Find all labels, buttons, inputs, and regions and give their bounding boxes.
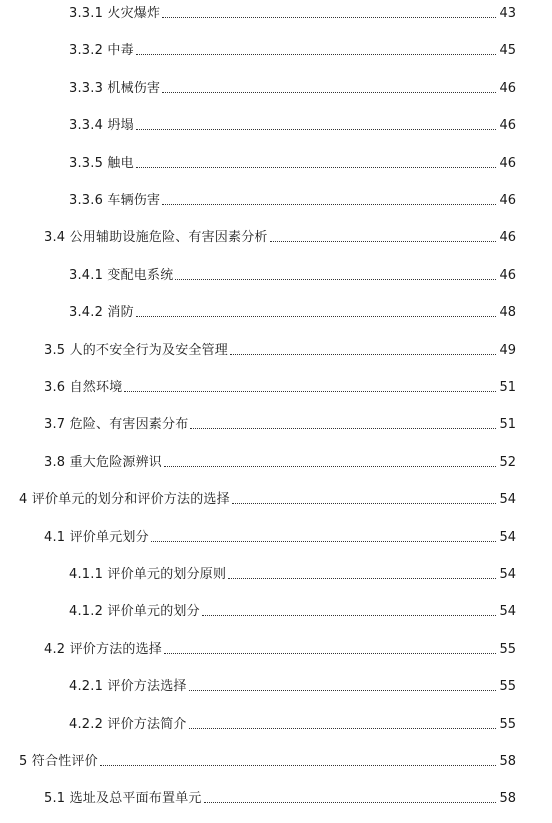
toc-entry-title: 4.1 评价单元划分 bbox=[44, 529, 149, 545]
toc-entry[interactable] bbox=[0, 526, 516, 546]
toc-page-number: 54 bbox=[499, 529, 516, 545]
toc-dot-leader bbox=[202, 615, 496, 616]
toc-dot-leader bbox=[270, 241, 496, 242]
toc-entry[interactable] bbox=[0, 600, 516, 620]
toc-page-number: 54 bbox=[499, 492, 516, 508]
toc-page-number: 54 bbox=[499, 567, 516, 582]
toc-entry[interactable] bbox=[0, 787, 516, 807]
toc-entry-title: 3.3.2 中毒 bbox=[69, 43, 134, 59]
toc-page-number: 52 bbox=[499, 454, 516, 470]
toc-entry-title: 3.3.6 车辆伤害 bbox=[69, 193, 161, 208]
toc-page-number: 54 bbox=[499, 604, 516, 620]
toc-entry[interactable] bbox=[0, 488, 516, 508]
toc-dot-leader bbox=[230, 354, 496, 355]
toc-dot-leader bbox=[232, 503, 496, 504]
toc-entry-title: 4.2.2 评价方法简介 bbox=[69, 716, 187, 732]
toc-dot-leader bbox=[164, 466, 496, 467]
toc-entry[interactable] bbox=[0, 638, 516, 658]
toc-page-number: 43 bbox=[499, 6, 516, 21]
toc-page-number: 55 bbox=[499, 716, 516, 732]
toc-dot-leader bbox=[136, 167, 496, 168]
toc-page-number: 58 bbox=[499, 754, 516, 769]
toc-page-number: 46 bbox=[499, 267, 516, 283]
toc-entry-title: 4.1.1 评价单元的划分原则 bbox=[69, 567, 227, 582]
toc-entry[interactable] bbox=[0, 189, 516, 209]
toc-entry[interactable] bbox=[0, 2, 516, 22]
toc-entry[interactable] bbox=[0, 339, 516, 359]
toc-page-number: 46 bbox=[499, 193, 516, 208]
toc-entry[interactable] bbox=[0, 713, 516, 733]
toc-entry-title: 3.3.1 火灾爆炸 bbox=[69, 6, 161, 21]
toc-entry-title: 3.4 公用辅助设施危险、有害因素分析 bbox=[44, 230, 268, 246]
toc-entry-title: 3.6 自然环境 bbox=[44, 380, 123, 395]
toc-entry-title: 3.3.3 机械伤害 bbox=[69, 80, 161, 96]
toc-dot-leader bbox=[124, 391, 496, 392]
toc-dot-leader bbox=[228, 578, 496, 579]
toc-entry-title: 3.3.5 触电 bbox=[69, 155, 134, 171]
toc-dot-leader bbox=[189, 728, 496, 729]
toc-dot-leader bbox=[100, 765, 496, 766]
toc-entry[interactable] bbox=[0, 563, 516, 583]
toc-entry[interactable] bbox=[0, 152, 516, 172]
toc-entry-title: 5.1 选址及总平面布置单元 bbox=[44, 791, 202, 807]
toc-entry[interactable] bbox=[0, 675, 516, 695]
toc-page-number: 55 bbox=[499, 679, 516, 695]
toc-dot-leader bbox=[136, 54, 496, 55]
toc-entry-title: 5 符合性评价 bbox=[19, 754, 98, 769]
toc-page-number: 46 bbox=[499, 155, 516, 171]
toc-page-number: 45 bbox=[499, 43, 516, 59]
toc-dot-leader bbox=[136, 316, 496, 317]
toc-entry-title: 3.5 人的不安全行为及安全管理 bbox=[44, 342, 229, 358]
toc-entry[interactable] bbox=[0, 39, 516, 59]
toc-page-number: 51 bbox=[499, 417, 516, 433]
toc-entry-title: 4 评价单元的划分和评价方法的选择 bbox=[19, 492, 230, 508]
toc-page-number: 51 bbox=[499, 380, 516, 395]
toc-dot-leader bbox=[190, 428, 496, 429]
toc-entry-title: 4.2.1 评价方法选择 bbox=[69, 679, 187, 695]
toc-entry[interactable] bbox=[0, 226, 516, 246]
toc-page-number: 48 bbox=[499, 305, 516, 321]
toc-page-number: 46 bbox=[499, 118, 516, 134]
toc-entry[interactable] bbox=[0, 77, 516, 97]
toc-dot-leader bbox=[151, 541, 496, 542]
toc-entry[interactable] bbox=[0, 264, 516, 284]
toc-entry[interactable] bbox=[0, 451, 516, 471]
toc-page-number: 46 bbox=[499, 230, 516, 246]
toc-dot-leader bbox=[189, 690, 496, 691]
toc-entry-title: 3.8 重大危险源辨识 bbox=[44, 454, 163, 470]
toc-dot-leader bbox=[164, 653, 496, 654]
toc-entry-title: 3.3.4 坍塌 bbox=[69, 118, 134, 134]
toc-dot-leader bbox=[162, 17, 496, 18]
toc-entry-title: 3.4.1 变配电系统 bbox=[69, 267, 174, 283]
toc-entry-title: 4.1.2 评价单元的划分 bbox=[69, 604, 200, 620]
toc-dot-leader bbox=[162, 204, 496, 205]
toc-entry-title: 3.7 危险、有害因素分布 bbox=[44, 417, 189, 433]
toc-entry[interactable] bbox=[0, 376, 516, 396]
toc-entry[interactable] bbox=[0, 114, 516, 134]
toc-page-number: 58 bbox=[499, 791, 516, 807]
toc-entry-title: 3.4.2 消防 bbox=[69, 305, 134, 321]
toc-dot-leader bbox=[204, 802, 496, 803]
toc-entry[interactable] bbox=[0, 301, 516, 321]
toc-entry-title: 4.2 评价方法的选择 bbox=[44, 641, 163, 657]
toc-page-number: 46 bbox=[499, 80, 516, 96]
toc-dot-leader bbox=[175, 279, 496, 280]
toc-dot-leader bbox=[162, 92, 496, 93]
toc-dot-leader bbox=[136, 129, 496, 130]
toc-entry[interactable] bbox=[0, 750, 516, 770]
toc-entry[interactable] bbox=[0, 413, 516, 433]
toc-page-number: 49 bbox=[499, 342, 516, 358]
toc-page-number: 55 bbox=[499, 641, 516, 657]
